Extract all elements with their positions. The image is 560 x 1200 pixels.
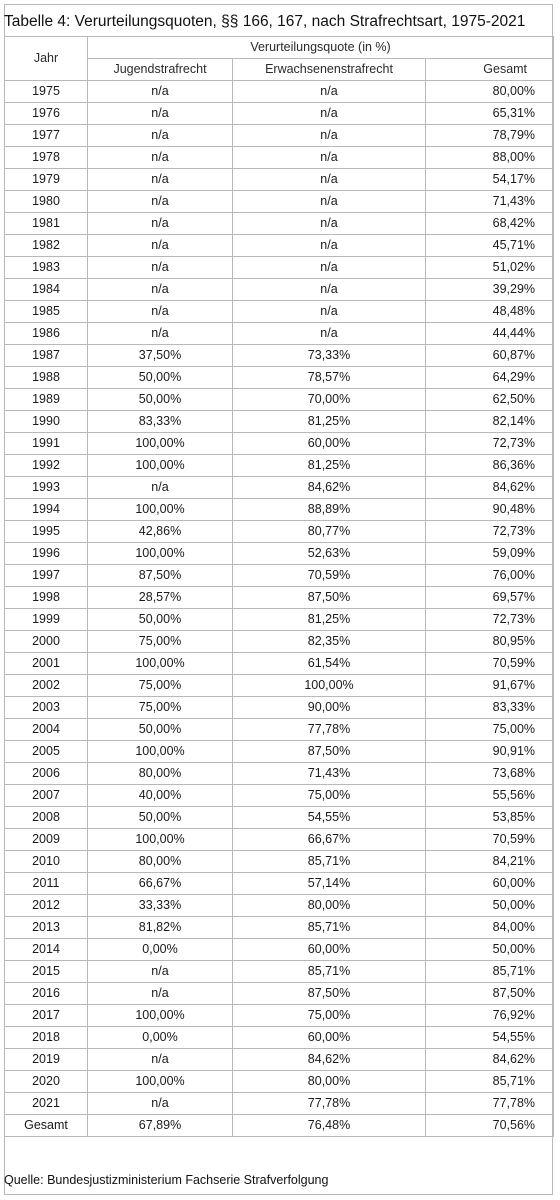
cell-jugendstrafrecht: n/a — [88, 477, 233, 499]
cell-jugendstrafrecht: 100,00% — [88, 543, 233, 565]
column-group-header: Verurteilungsquote (in %) — [88, 37, 554, 59]
table-row — [5, 103, 554, 125]
cell-jugendstrafrecht: n/a — [88, 1049, 233, 1071]
cell-erwachsenenstrafrecht: 90,00% — [233, 697, 426, 719]
cell-gesamt: 85,71% — [426, 961, 554, 983]
cell-jahr: 2013 — [5, 917, 88, 939]
cell-jugendstrafrecht: 100,00% — [88, 1005, 233, 1027]
cell-erwachsenenstrafrecht: 80,00% — [233, 1071, 426, 1093]
cell-jahr: 1995 — [5, 521, 88, 543]
cell-gesamt: 84,62% — [426, 477, 554, 499]
cell-jugendstrafrecht: n/a — [88, 147, 233, 169]
cell-gesamt: 53,85% — [426, 807, 554, 829]
cell-jugendstrafrecht: 87,50% — [88, 565, 233, 587]
table-row — [5, 411, 554, 433]
cell-jugendstrafrecht: 67,89% — [88, 1115, 233, 1137]
cell-jugendstrafrecht: 100,00% — [88, 829, 233, 851]
cell-erwachsenenstrafrecht: 54,55% — [233, 807, 426, 829]
cell-jahr: 1981 — [5, 213, 88, 235]
cell-jahr: 1982 — [5, 235, 88, 257]
cell-gesamt: 72,73% — [426, 609, 554, 631]
cell-jugendstrafrecht: 80,00% — [88, 851, 233, 873]
table-row — [5, 873, 554, 895]
cell-erwachsenenstrafrecht: 61,54% — [233, 653, 426, 675]
cell-erwachsenenstrafrecht: 60,00% — [233, 939, 426, 961]
cell-jugendstrafrecht: n/a — [88, 301, 233, 323]
cell-erwachsenenstrafrecht: 87,50% — [233, 587, 426, 609]
cell-gesamt: 80,00% — [426, 81, 554, 103]
cell-jugendstrafrecht: 75,00% — [88, 631, 233, 653]
cell-gesamt: 84,00% — [426, 917, 554, 939]
cell-gesamt: 54,55% — [426, 1027, 554, 1049]
cell-jahr: 1984 — [5, 279, 88, 301]
table-row — [5, 653, 554, 675]
cell-jugendstrafrecht: 50,00% — [88, 609, 233, 631]
cell-erwachsenenstrafrecht: n/a — [233, 301, 426, 323]
cell-jahr: 2001 — [5, 653, 88, 675]
cell-erwachsenenstrafrecht: 81,25% — [233, 609, 426, 631]
table-row — [5, 785, 554, 807]
cell-jugendstrafrecht: 81,82% — [88, 917, 233, 939]
cell-jugendstrafrecht: 80,00% — [88, 763, 233, 785]
cell-erwachsenenstrafrecht: 70,00% — [233, 389, 426, 411]
header-row-group — [5, 37, 554, 59]
cell-gesamt: 78,79% — [426, 125, 554, 147]
table-row — [5, 477, 554, 499]
cell-gesamt: 59,09% — [426, 543, 554, 565]
cell-jahr: 2014 — [5, 939, 88, 961]
cell-gesamt: 75,00% — [426, 719, 554, 741]
cell-gesamt: 72,73% — [426, 433, 554, 455]
cell-gesamt: 84,21% — [426, 851, 554, 873]
cell-erwachsenenstrafrecht: 71,43% — [233, 763, 426, 785]
table-row-total — [5, 1115, 554, 1137]
cell-jahr: 1989 — [5, 389, 88, 411]
cell-erwachsenenstrafrecht: 52,63% — [233, 543, 426, 565]
cell-gesamt: 83,33% — [426, 697, 554, 719]
cell-erwachsenenstrafrecht: 85,71% — [233, 961, 426, 983]
table-row — [5, 257, 554, 279]
table-row — [5, 675, 554, 697]
cell-jahr: 2012 — [5, 895, 88, 917]
cell-jugendstrafrecht: n/a — [88, 961, 233, 983]
cell-erwachsenenstrafrecht: 70,59% — [233, 565, 426, 587]
cell-jahr: 2006 — [5, 763, 88, 785]
cell-erwachsenenstrafrecht: 75,00% — [233, 1005, 426, 1027]
cell-erwachsenenstrafrecht: 76,48% — [233, 1115, 426, 1137]
cell-jugendstrafrecht: n/a — [88, 213, 233, 235]
cell-erwachsenenstrafrecht: 81,25% — [233, 455, 426, 477]
table-row — [5, 1093, 554, 1115]
cell-erwachsenenstrafrecht: 84,62% — [233, 1049, 426, 1071]
cell-erwachsenenstrafrecht: 85,71% — [233, 851, 426, 873]
cell-jahr: 1991 — [5, 433, 88, 455]
cell-jugendstrafrecht: 100,00% — [88, 455, 233, 477]
cell-erwachsenenstrafrecht: n/a — [233, 323, 426, 345]
table-row — [5, 433, 554, 455]
cell-jahr: Gesamt — [5, 1115, 88, 1137]
cell-jahr: 1998 — [5, 587, 88, 609]
cell-jugendstrafrecht: 0,00% — [88, 939, 233, 961]
cell-jahr: 1979 — [5, 169, 88, 191]
table-row — [5, 521, 554, 543]
column-header-jugendstrafrecht: Jugendstrafrecht — [88, 59, 233, 81]
cell-erwachsenenstrafrecht: 84,62% — [233, 477, 426, 499]
cell-jahr: 2011 — [5, 873, 88, 895]
cell-jahr: 1985 — [5, 301, 88, 323]
cell-jugendstrafrecht: 75,00% — [88, 675, 233, 697]
cell-erwachsenenstrafrecht: n/a — [233, 125, 426, 147]
table-row — [5, 455, 554, 477]
cell-gesamt: 60,00% — [426, 873, 554, 895]
table-row — [5, 301, 554, 323]
cell-jugendstrafrecht: 66,67% — [88, 873, 233, 895]
cell-erwachsenenstrafrecht: 57,14% — [233, 873, 426, 895]
cell-gesamt: 70,56% — [426, 1115, 554, 1137]
table-row — [5, 829, 554, 851]
cell-erwachsenenstrafrecht: 73,33% — [233, 345, 426, 367]
cell-erwachsenenstrafrecht: 88,89% — [233, 499, 426, 521]
cell-erwachsenenstrafrecht: n/a — [233, 103, 426, 125]
cell-jahr: 1975 — [5, 81, 88, 103]
cell-jahr: 2015 — [5, 961, 88, 983]
table-row — [5, 235, 554, 257]
table-row — [5, 543, 554, 565]
cell-gesamt: 84,62% — [426, 1049, 554, 1071]
cell-erwachsenenstrafrecht: 87,50% — [233, 741, 426, 763]
table-body — [5, 81, 554, 1137]
cell-jahr: 2004 — [5, 719, 88, 741]
cell-jahr: 1993 — [5, 477, 88, 499]
cell-jahr: 2018 — [5, 1027, 88, 1049]
cell-gesamt: 62,50% — [426, 389, 554, 411]
cell-jugendstrafrecht: 50,00% — [88, 807, 233, 829]
table-row — [5, 367, 554, 389]
cell-jahr: 1978 — [5, 147, 88, 169]
table-row — [5, 499, 554, 521]
cell-erwachsenenstrafrecht: n/a — [233, 279, 426, 301]
cell-jugendstrafrecht: n/a — [88, 103, 233, 125]
cell-jugendstrafrecht: 75,00% — [88, 697, 233, 719]
cell-gesamt: 64,29% — [426, 367, 554, 389]
table-row — [5, 719, 554, 741]
cell-gesamt: 71,43% — [426, 191, 554, 213]
column-header-gesamt: Gesamt — [426, 59, 554, 81]
table-row — [5, 565, 554, 587]
cell-jugendstrafrecht: 40,00% — [88, 785, 233, 807]
table-row — [5, 961, 554, 983]
cell-gesamt: 48,48% — [426, 301, 554, 323]
header-row-sub — [5, 59, 554, 81]
cell-jugendstrafrecht: n/a — [88, 279, 233, 301]
cell-erwachsenenstrafrecht: 75,00% — [233, 785, 426, 807]
cell-jugendstrafrecht: 83,33% — [88, 411, 233, 433]
table-row — [5, 609, 554, 631]
table-row — [5, 741, 554, 763]
cell-erwachsenenstrafrecht: 66,67% — [233, 829, 426, 851]
cell-jugendstrafrecht: 37,50% — [88, 345, 233, 367]
cell-jahr: 2002 — [5, 675, 88, 697]
cell-erwachsenenstrafrecht: 60,00% — [233, 1027, 426, 1049]
cell-gesamt: 82,14% — [426, 411, 554, 433]
cell-erwachsenenstrafrecht: 78,57% — [233, 367, 426, 389]
cell-jahr: 1980 — [5, 191, 88, 213]
table-row — [5, 917, 554, 939]
cell-erwachsenenstrafrecht: n/a — [233, 213, 426, 235]
table-row — [5, 587, 554, 609]
cell-jahr: 1990 — [5, 411, 88, 433]
cell-jahr: 2019 — [5, 1049, 88, 1071]
cell-jugendstrafrecht: 100,00% — [88, 741, 233, 763]
table-row — [5, 213, 554, 235]
cell-jugendstrafrecht: n/a — [88, 191, 233, 213]
table-row — [5, 169, 554, 191]
cell-gesamt: 76,92% — [426, 1005, 554, 1027]
cell-jugendstrafrecht: 33,33% — [88, 895, 233, 917]
cell-gesamt: 44,44% — [426, 323, 554, 345]
cell-jahr: 2000 — [5, 631, 88, 653]
table-row — [5, 983, 554, 1005]
cell-erwachsenenstrafrecht: 80,00% — [233, 895, 426, 917]
table-row — [5, 631, 554, 653]
cell-jahr: 2008 — [5, 807, 88, 829]
table-row — [5, 1049, 554, 1071]
table-row — [5, 1027, 554, 1049]
cell-jugendstrafrecht: n/a — [88, 323, 233, 345]
column-header-jahr: Jahr — [5, 37, 88, 81]
table-row — [5, 763, 554, 785]
cell-erwachsenenstrafrecht: n/a — [233, 169, 426, 191]
cell-jahr: 2010 — [5, 851, 88, 873]
cell-erwachsenenstrafrecht: 100,00% — [233, 675, 426, 697]
cell-gesamt: 86,36% — [426, 455, 554, 477]
cell-jahr: 1992 — [5, 455, 88, 477]
table-row — [5, 279, 554, 301]
cell-gesamt: 51,02% — [426, 257, 554, 279]
cell-jahr: 1977 — [5, 125, 88, 147]
table-row — [5, 323, 554, 345]
cell-jahr: 2005 — [5, 741, 88, 763]
cell-gesamt: 70,59% — [426, 653, 554, 675]
cell-gesamt: 87,50% — [426, 983, 554, 1005]
cell-gesamt: 91,67% — [426, 675, 554, 697]
cell-jahr: 1997 — [5, 565, 88, 587]
cell-gesamt: 76,00% — [426, 565, 554, 587]
cell-gesamt: 65,31% — [426, 103, 554, 125]
cell-gesamt: 77,78% — [426, 1093, 554, 1115]
cell-jugendstrafrecht: n/a — [88, 169, 233, 191]
source-note: Quelle: Bundesjustizministerium Fachserie Strafverfolgung — [4, 1173, 329, 1187]
cell-erwachsenenstrafrecht: 87,50% — [233, 983, 426, 1005]
cell-jugendstrafrecht: 100,00% — [88, 1071, 233, 1093]
cell-jahr: 2017 — [5, 1005, 88, 1027]
cell-jahr: 1994 — [5, 499, 88, 521]
cell-jahr: 1986 — [5, 323, 88, 345]
cell-gesamt: 39,29% — [426, 279, 554, 301]
cell-gesamt: 45,71% — [426, 235, 554, 257]
cell-jahr: 1999 — [5, 609, 88, 631]
table-row — [5, 191, 554, 213]
cell-jahr: 2020 — [5, 1071, 88, 1093]
cell-jahr: 2003 — [5, 697, 88, 719]
table-row — [5, 1005, 554, 1027]
cell-jugendstrafrecht: 50,00% — [88, 367, 233, 389]
table-row — [5, 697, 554, 719]
cell-jugendstrafrecht: n/a — [88, 125, 233, 147]
cell-jahr: 2021 — [5, 1093, 88, 1115]
cell-erwachsenenstrafrecht: n/a — [233, 257, 426, 279]
cell-gesamt: 50,00% — [426, 895, 554, 917]
cell-erwachsenenstrafrecht: 77,78% — [233, 719, 426, 741]
cell-jugendstrafrecht: n/a — [88, 257, 233, 279]
cell-jahr: 1976 — [5, 103, 88, 125]
cell-gesamt: 60,87% — [426, 345, 554, 367]
table-row — [5, 345, 554, 367]
cell-erwachsenenstrafrecht: 60,00% — [233, 433, 426, 455]
cell-jugendstrafrecht: 50,00% — [88, 719, 233, 741]
cell-jugendstrafrecht: 100,00% — [88, 653, 233, 675]
cell-gesamt: 54,17% — [426, 169, 554, 191]
cell-gesamt: 90,48% — [426, 499, 554, 521]
cell-jugendstrafrecht: 42,86% — [88, 521, 233, 543]
cell-jahr: 2007 — [5, 785, 88, 807]
cell-gesamt: 88,00% — [426, 147, 554, 169]
cell-jugendstrafrecht: n/a — [88, 81, 233, 103]
cell-jahr: 2009 — [5, 829, 88, 851]
table-row — [5, 1071, 554, 1093]
cell-jugendstrafrecht: 28,57% — [88, 587, 233, 609]
table-row — [5, 807, 554, 829]
cell-jahr: 1983 — [5, 257, 88, 279]
cell-gesamt: 90,91% — [426, 741, 554, 763]
cell-gesamt: 69,57% — [426, 587, 554, 609]
cell-jahr: 1987 — [5, 345, 88, 367]
conviction-rate-table — [4, 36, 554, 1137]
cell-gesamt: 72,73% — [426, 521, 554, 543]
cell-erwachsenenstrafrecht: n/a — [233, 191, 426, 213]
cell-erwachsenenstrafrecht: n/a — [233, 235, 426, 257]
cell-jugendstrafrecht: 0,00% — [88, 1027, 233, 1049]
table-row — [5, 147, 554, 169]
cell-jugendstrafrecht: 50,00% — [88, 389, 233, 411]
cell-jugendstrafrecht: n/a — [88, 235, 233, 257]
table-row — [5, 389, 554, 411]
cell-gesamt: 80,95% — [426, 631, 554, 653]
table-row — [5, 895, 554, 917]
cell-gesamt: 85,71% — [426, 1071, 554, 1093]
table-row — [5, 81, 554, 103]
cell-gesamt: 70,59% — [426, 829, 554, 851]
table-row — [5, 125, 554, 147]
cell-jugendstrafrecht: 100,00% — [88, 499, 233, 521]
cell-erwachsenenstrafrecht: 77,78% — [233, 1093, 426, 1115]
cell-jugendstrafrecht: 100,00% — [88, 433, 233, 455]
cell-gesamt: 68,42% — [426, 213, 554, 235]
cell-erwachsenenstrafrecht: n/a — [233, 81, 426, 103]
cell-gesamt: 50,00% — [426, 939, 554, 961]
table-row — [5, 851, 554, 873]
table-title: Tabelle 4: Verurteilungsquoten, §§ 166, 167, nach Strafrechtsart, 1975-2021 — [4, 13, 526, 30]
cell-jugendstrafrecht: n/a — [88, 1093, 233, 1115]
cell-erwachsenenstrafrecht: n/a — [233, 147, 426, 169]
table-row — [5, 939, 554, 961]
column-header-erwachsenenstrafrecht: Erwachsenenstrafrecht — [233, 59, 426, 81]
cell-gesamt: 55,56% — [426, 785, 554, 807]
cell-erwachsenenstrafrecht: 82,35% — [233, 631, 426, 653]
cell-erwachsenenstrafrecht: 85,71% — [233, 917, 426, 939]
cell-erwachsenenstrafrecht: 81,25% — [233, 411, 426, 433]
cell-gesamt: 73,68% — [426, 763, 554, 785]
cell-jahr: 1988 — [5, 367, 88, 389]
cell-jahr: 2016 — [5, 983, 88, 1005]
cell-jugendstrafrecht: n/a — [88, 983, 233, 1005]
cell-jahr: 1996 — [5, 543, 88, 565]
cell-erwachsenenstrafrecht: 80,77% — [233, 521, 426, 543]
